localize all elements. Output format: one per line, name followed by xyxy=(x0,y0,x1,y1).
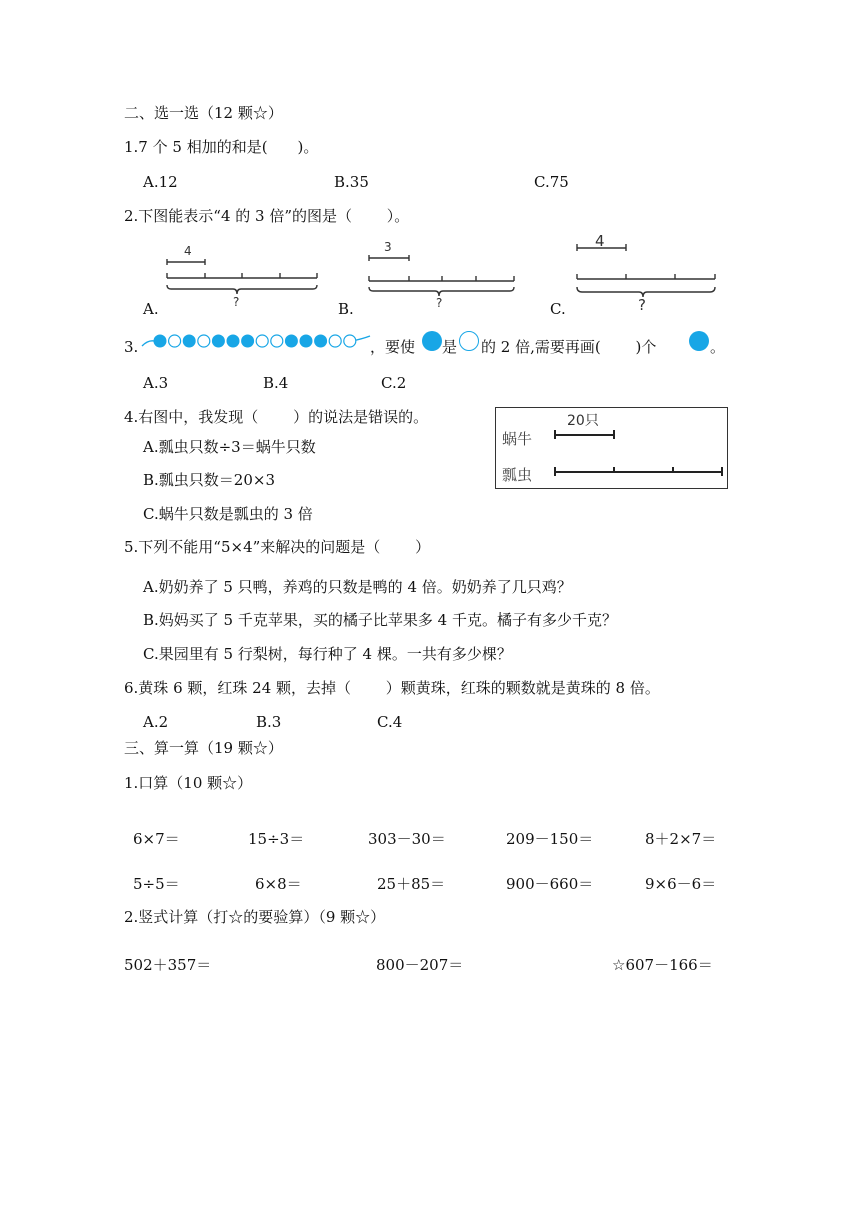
filled-bead-icon xyxy=(689,331,709,351)
vertical-problem: 502＋357＝ xyxy=(124,956,212,974)
q5-option-c[interactable]: C.果园里有 5 行梨树，每行种了 4 棵。一共有多少棵？ xyxy=(143,645,512,663)
empty-bead xyxy=(198,335,210,347)
q4-option-b[interactable]: B.瓢虫只数＝20×3 xyxy=(143,471,275,489)
q3-option-b[interactable]: B.4 xyxy=(263,374,289,392)
q4-option-c[interactable]: C.蜗牛只数是瓢虫的 3 倍 xyxy=(143,505,313,523)
q3-text-3: 的 2 倍,需要再画( )个 xyxy=(481,338,657,356)
oral-calc-title: 1.口算（10 颗☆） xyxy=(124,774,253,792)
q1-option-c[interactable]: C.75 xyxy=(534,173,569,191)
q3-option-a[interactable]: A.3 xyxy=(143,374,169,392)
snail-segment-label: 20只 xyxy=(567,413,599,429)
q6-option-c[interactable]: C.4 xyxy=(377,713,403,731)
oral-problem: 5÷5＝ xyxy=(133,875,180,893)
empty-bead xyxy=(329,335,341,347)
filled-bead-icon xyxy=(422,331,442,351)
oral-problem: 303－30＝ xyxy=(368,830,446,848)
q2-option-b[interactable]: B. xyxy=(338,300,354,318)
filled-bead xyxy=(315,335,327,347)
q2-c-seg-label: 4 xyxy=(595,232,605,250)
q2-a-seg-label: 4 xyxy=(184,244,192,258)
q4-stem: 4.右图中，我发现（ ）的说法是错误的。 xyxy=(124,408,429,426)
empty-bead xyxy=(169,335,181,347)
q2-diagram-c xyxy=(577,232,715,314)
q5-option-a[interactable]: A.奶奶养了 5 只鸭，养鸡的只数是鸭的 4 倍。奶奶养了几只鸡？ xyxy=(143,578,572,596)
oral-problem: 6×8＝ xyxy=(255,875,302,893)
empty-bead xyxy=(271,335,283,347)
q2-b-seg-label: 3 xyxy=(384,240,392,254)
label-ladybug: 瓢虫 xyxy=(502,466,533,484)
q2-c-question: ? xyxy=(638,296,646,314)
oral-problem: 9×6－6＝ xyxy=(645,875,717,893)
oral-problem: 900－660＝ xyxy=(506,875,594,893)
q1-option-b[interactable]: B.35 xyxy=(334,173,369,191)
q4-segment-lines xyxy=(496,408,729,490)
q2-option-c[interactable]: C. xyxy=(550,300,566,318)
q2-b-question: ? xyxy=(436,296,443,310)
q2-diagram-b xyxy=(369,240,514,310)
filled-bead xyxy=(154,335,166,347)
filled-bead xyxy=(227,335,239,347)
q2-stem: 2.下图能表示“4 的 3 倍”的图是（ ）。 xyxy=(124,207,410,225)
empty-bead xyxy=(344,335,356,347)
q3-number: 3. xyxy=(124,338,139,356)
q1-stem: 1.7 个 5 相加的和是( )。 xyxy=(124,138,319,156)
q4-diagram-box xyxy=(495,407,728,489)
oral-problem: 15÷3＝ xyxy=(248,830,305,848)
section-title-calculate: 三、算一算（19 颗☆） xyxy=(124,739,283,757)
section-title-choose: 二、选一选（12 颗☆） xyxy=(124,104,283,122)
empty-bead-icon xyxy=(459,331,479,351)
filled-bead xyxy=(183,335,195,347)
oral-problem: 25＋85＝ xyxy=(377,875,446,893)
q5-stem: 5.下列不能用“5×4”来解决的问题是（ ） xyxy=(124,538,431,556)
vertical-problem: ☆607－166＝ xyxy=(612,956,713,974)
filled-bead xyxy=(300,335,312,347)
q2-option-a[interactable]: A. xyxy=(143,300,159,318)
q2-a-question: ? xyxy=(233,295,240,309)
q6-option-a[interactable]: A.2 xyxy=(143,713,169,731)
filled-bead xyxy=(242,335,254,347)
q2-diagram-a xyxy=(167,244,317,309)
q6-stem: 6.黄珠 6 颗，红珠 24 颗，去掉（ ）颗黄珠，红珠的颗数就是黄珠的 8 倍。 xyxy=(124,679,660,697)
q3-bead-string xyxy=(140,330,380,354)
q3-text-2: 是 xyxy=(442,338,458,356)
q5-option-b[interactable]: B.妈妈买了 5 千克苹果，买的橘子比苹果多 4 千克。橘子有多少千克？ xyxy=(143,611,617,629)
q3-text-1: ，要使 xyxy=(370,338,416,356)
q2-diagrams xyxy=(0,232,860,335)
oral-problem: 209－150＝ xyxy=(506,830,594,848)
empty-bead xyxy=(256,335,268,347)
vertical-calc-title: 2.竖式计算（打☆的要验算）（9 颗☆） xyxy=(124,908,386,926)
q1-option-a[interactable]: A.12 xyxy=(143,173,178,191)
label-snail: 蜗牛 xyxy=(502,430,533,448)
q3-option-c[interactable]: C.2 xyxy=(381,374,407,392)
q4-option-a[interactable]: A.瓢虫只数÷3＝蜗牛只数 xyxy=(143,438,316,456)
q6-option-b[interactable]: B.3 xyxy=(256,713,282,731)
filled-bead xyxy=(212,335,224,347)
vertical-problem: 800－207＝ xyxy=(376,956,464,974)
q3-text-4: 。 xyxy=(710,338,726,356)
filled-bead xyxy=(285,335,297,347)
oral-problem: 6×7＝ xyxy=(133,830,180,848)
oral-problem: 8＋2×7＝ xyxy=(645,830,717,848)
